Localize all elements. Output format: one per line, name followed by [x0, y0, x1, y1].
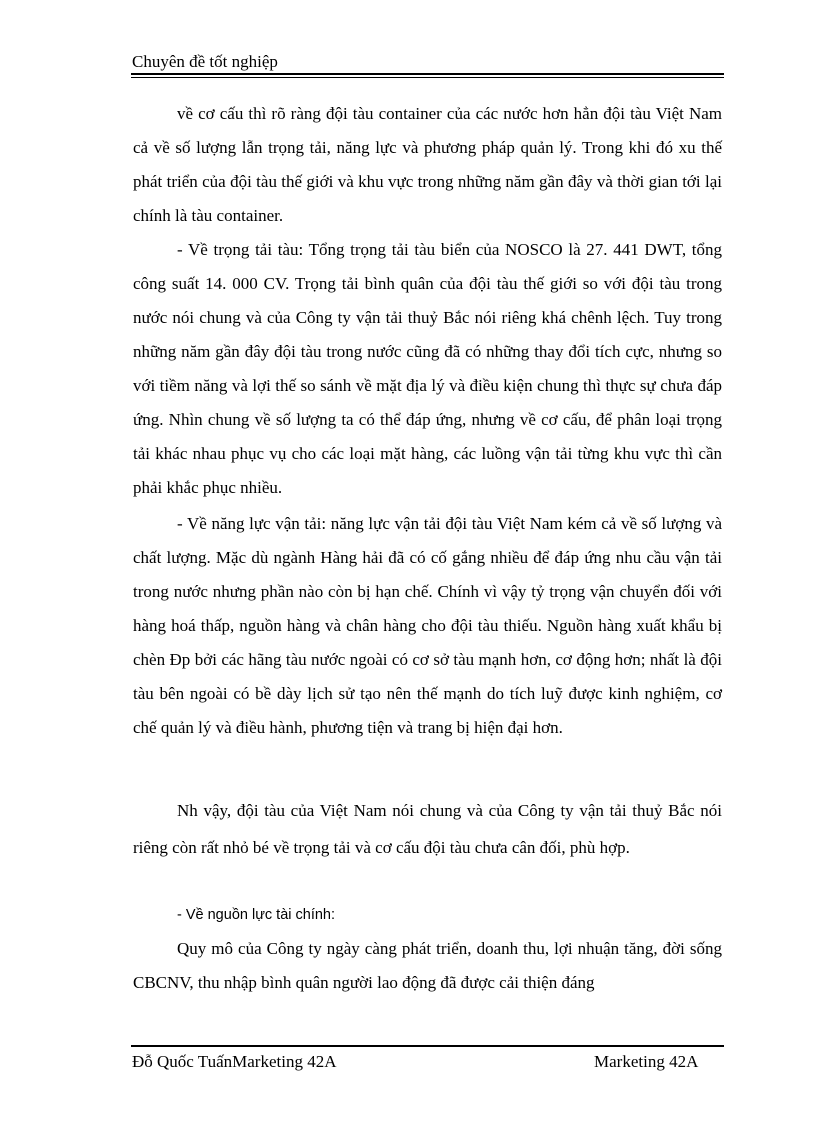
- sub-heading-finance: - Về nguồn lực tài chính:: [177, 907, 336, 923]
- footer-rule: [131, 1045, 724, 1047]
- footer-author: Đỗ Quốc TuấnMarketing 42A: [132, 1052, 337, 1071]
- footer-class-label: Marketing 42A: [594, 1052, 699, 1071]
- paragraph-transport-capacity: - Về năng lực vận tải: năng lực vận tải đội tàu Việt Nam kém cả về số lượng và chất lượng. Mặc dù ngành Hàng hải đã có cố gắng nhiều để đáp ứng nhu cầu vận tải trong nước nhưng phần nào còn bị hạn chế. Chính vì vậy tỷ trọng vận chuyển đối với hàng hoá thấp, nguồn hàng và chân hàng cho đội tàu thiếu. Nguồn hàng xuất khẩu bị chèn Ðp bởi các hãng tàu nước ngoài có cơ sở tàu mạnh hơn, cơ động hơn; nhất là đội tàu bên ngoài có bề dày lịch sử tạo nên thế mạnh do tích luỹ được kinh nghiệm, cơ chế quản lý và điều hành, phương tiện và trang bị hiện đại hơn.: [133, 514, 722, 737]
- header-rule-thin: [131, 77, 724, 78]
- header-rule: [131, 73, 724, 75]
- paragraph-fleet-structure: về cơ cấu thì rõ ràng đội tàu container của các nước hơn hẳn đội tàu Việt Nam cả về số lượng lẫn trọng tải, năng lực và phương pháp quản lý. Trong khi đó xu thế phát triển của đội tàu thế giới và khu vực trong những năm gần đây và thời gian tới lại chính là tàu container.: [133, 104, 722, 225]
- paragraph-finance: Quy mô của Công ty ngày càng phát triển, doanh thu, lợi nhuận tăng, đời sống CBCNV, thu nhập bình quân người lao động đã được cải thiện đáng: [133, 939, 722, 992]
- paragraph-tonnage: - Về trọng tải tàu: Tổng trọng tải tàu biển của NOSCO là 27. 441 DWT, tổng công suất 14. 000 CV. Trọng tải bình quân của đội tàu thế giới so với đội tàu trong nước nói chung và của Công ty vận tải thuỷ Bắc nói riêng khá chênh lệch. Tuy trong những năm gần đây đội tàu trong nước cũng đã có những thay đổi tích cực, nhưng so với tiềm năng và lợi thế so sánh về mặt địa lý và điều kiện chung thì thực sự chưa đáp ứng. Nhìn chung về số lượng ta có thể đáp ứng, nhưng về cơ cấu, để phân loại trọng tải khác nhau phục vụ cho các loại mặt hàng, các luồng vận tải từng khu vực thì cần phải khắc phục nhiều.: [133, 240, 722, 497]
- paragraph-summary: Nh vậy, đội tàu của Việt Nam nói chung và của Công ty vận tải thuỷ Bắc nói riêng còn rất nhỏ bé về trọng tải và cơ cấu đội tàu chưa cân đối, phù hợp.: [133, 801, 722, 857]
- header-title: Chuyên đề tốt nghiệp: [132, 52, 278, 71]
